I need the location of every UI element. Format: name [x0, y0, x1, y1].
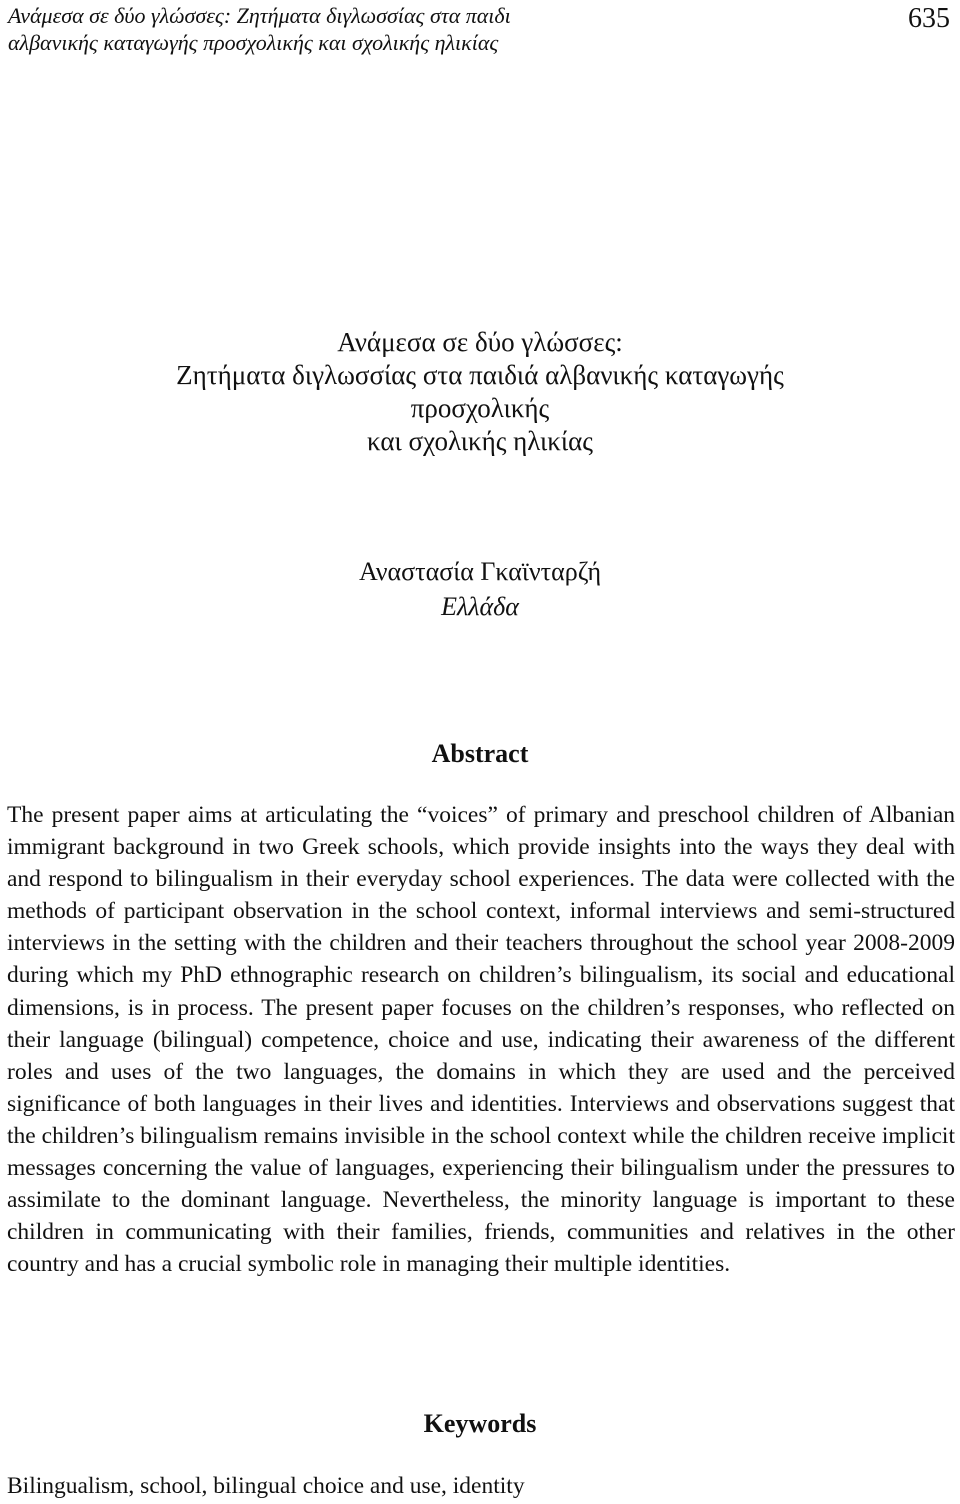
title-line-2: Ζητήματα διγλωσσίας στα παιδιά αλβανικής καταγωγής	[176, 360, 784, 390]
paper-title	[0, 326, 960, 458]
abstract-text: The present paper aims at articulating the “voices” of primary and preschool children of Albanian immigrant background in two Greek schools, which provide insights into the ways they deal with and respond to bilingualism in their everyday school experiences. The data were collected with the methods of participant observation in the school context, informal interviews and semi-structured interviews in the setting with the children and their teachers throughout the school year 2008-2009 during which my PhD ethnographic research on children’s bilingualism, its social and educational dimensions, is in process. The present paper focuses on the children’s responses, who reflected on their language (bilingual) competence, choice and use, indicating their awareness of the different roles and uses of the two languages, the domains in which they are used and the perceived significance of both languages in their lives and identities. Interviews and observations suggest that the children’s bilingualism remains invisible in the school context while the children receive implicit messages concerning the value of languages, experiencing their bilingualism under the pressures to assimilate to the dominant language. Nevertheless, the minority language is important to these children in communicating with their families, friends, communities and relatives in the other country and has a crucial symbolic role in managing their multiple identities.	[7, 802, 955, 1278]
title-line-1: Ανάμεσα σε δύο γλώσσες:	[337, 327, 623, 357]
title-line-4: και σχολικής ηλικίας	[366, 426, 594, 456]
running-header-line-1: Ανάμεσα σε δύο γλώσσες: Ζητήματα διγλωσσίας στα παιδι	[8, 3, 511, 28]
title-line-3: προσχολικής	[410, 393, 550, 423]
running-header	[8, 2, 768, 56]
author-name: Αναστασία Γκαϊνταρζή	[358, 557, 602, 586]
page-number: 635	[908, 3, 950, 34]
keywords-list: Bilingualism, school, bilingual choice and use, identity	[7, 1473, 525, 1499]
abstract-heading: Abstract	[431, 739, 529, 768]
author-country: Ελλάδα	[441, 592, 519, 621]
keywords-heading: Keywords	[423, 1409, 537, 1438]
running-header-line-2: αλβανικής καταγωγής προσχολικής και σχολικής ηλικίας	[8, 30, 499, 55]
